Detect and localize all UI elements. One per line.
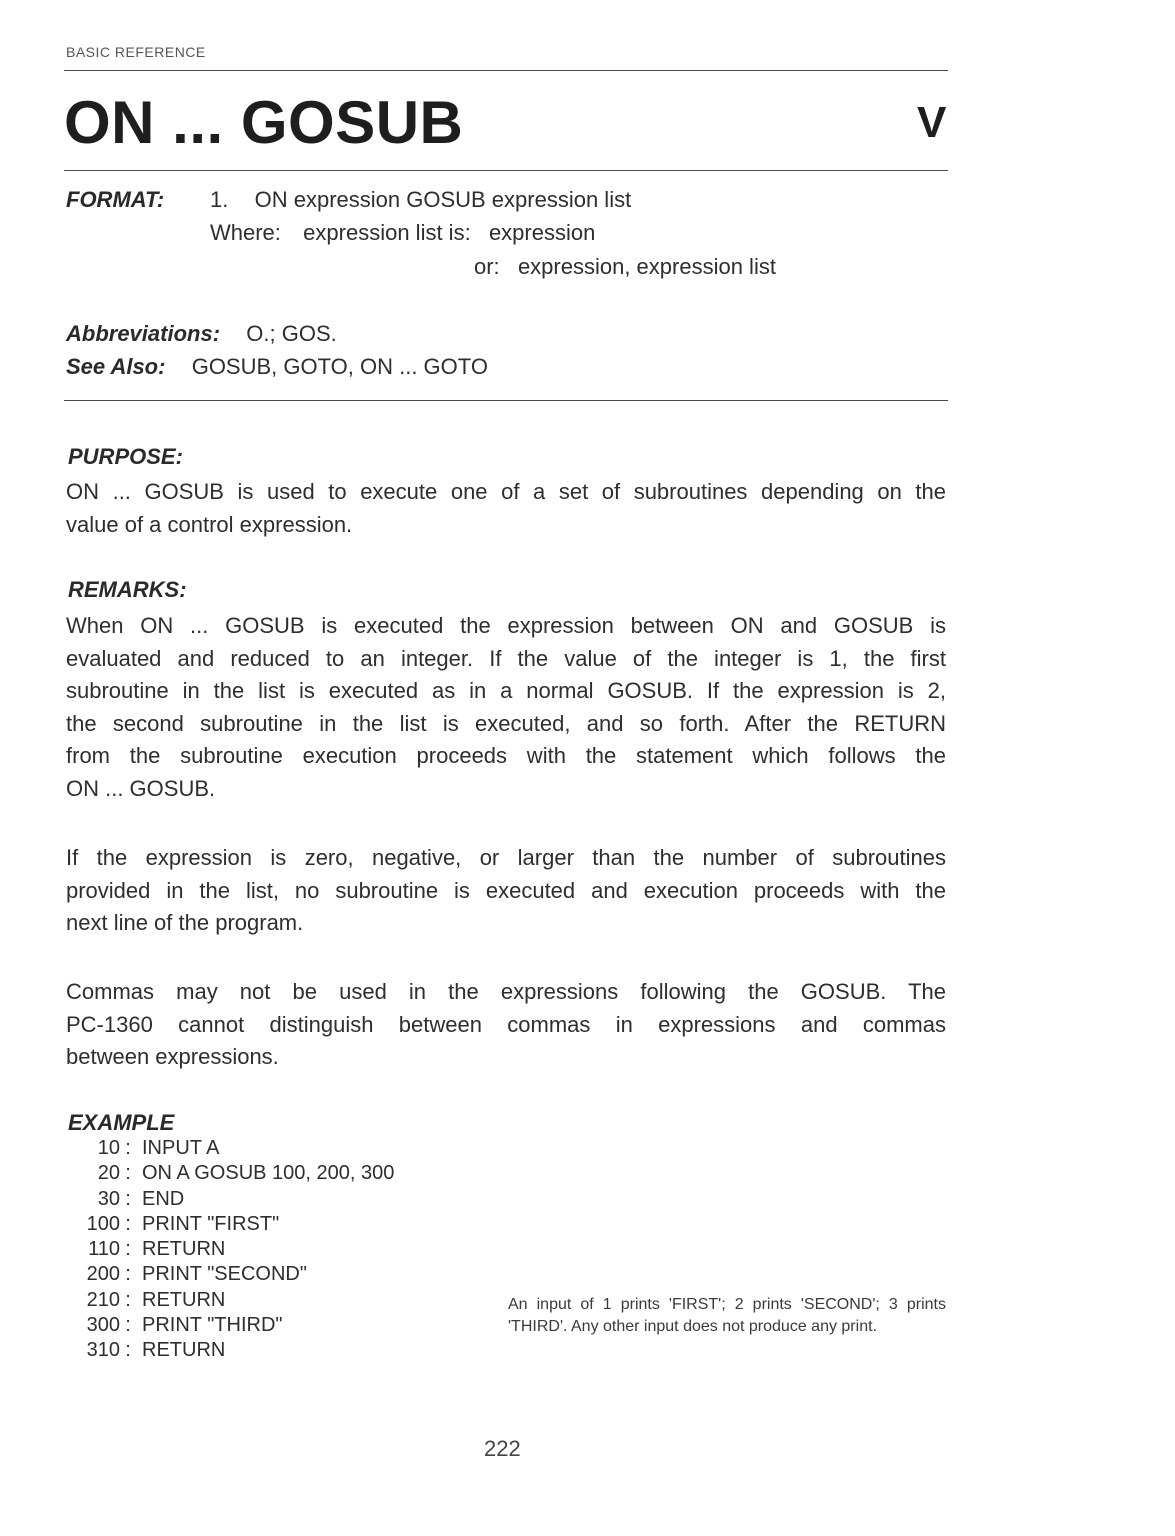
line-number: 200 [86,1263,120,1286]
format-rule [64,400,948,401]
statement: END [142,1187,185,1210]
purpose-heading: PURPOSE: [68,444,183,469]
remarks-heading: REMARKS: [68,577,187,602]
running-head: BASIC REFERENCE [66,44,206,60]
remarks-line: evaluated and reduced to an integer. If the value of the integer is 1, the first [66,645,946,671]
example-note: An input of 1 prints 'FIRST'; 2 prints 'SECOND'; 3 prints 'THIRD'. Any other input does not produce any print. [508,1296,946,1335]
line-number: 210 [86,1288,120,1311]
statement: PRINT "THIRD" [142,1314,283,1337]
remarks-paragraph-1 [66,610,946,805]
format-number: 1. [210,187,229,212]
statement: RETURN [142,1288,226,1311]
code-line: 110 : RETURN [66,1237,394,1262]
line-number: 20 [97,1162,120,1185]
remarks-paragraph-3 [66,976,946,1074]
code-line: 210 : RETURN [66,1288,394,1313]
statement: ON A GOSUB 100, 200, 300 [142,1162,395,1185]
abbreviations-line [66,318,337,351]
remarks-line: subroutine in the list is executed as in a normal GOSUB. If the expression is 2, [66,678,946,703]
page-number: 222 [484,1436,521,1461]
remarks-line: provided in the list, no subroutine is executed and execution proceeds with the [66,877,946,903]
line-number: 300 [86,1314,120,1337]
format-syntax: ON expression GOSUB expression list [254,187,632,212]
line-number: 310 [86,1339,120,1362]
code-line: 10 : INPUT A [66,1136,394,1161]
statement: INPUT A [142,1137,220,1159]
header-rule [64,70,948,71]
where-label: Where: [210,220,281,245]
or-value: expression, expression list [517,254,776,279]
format-or-line [474,251,776,284]
line-number: 30 [97,1187,120,1210]
page-title: ON ... GOSUB [64,89,464,156]
remarks-line: When ON ... GOSUB is executed the expression between ON and GOSUB is [66,613,946,638]
abbreviations-value: O.; GOS. [246,321,337,346]
purpose-paragraph [66,476,946,541]
statement: RETURN [142,1339,226,1362]
line-number: 10 [97,1137,120,1159]
or-label: or: [474,254,500,279]
purpose-line: ON ... GOSUB is used to execute one of a set of subroutines depending on the [66,479,946,504]
title-rule [64,170,948,171]
code-line: 20 : ON A GOSUB 100, 200, 300 [66,1161,394,1186]
remarks-line: between expressions. [66,1044,279,1069]
statement: PRINT "FIRST" [142,1212,280,1235]
statement: PRINT "SECOND" [142,1263,307,1286]
see-also-line [66,351,488,384]
code-line: 200 : PRINT "SECOND" [66,1262,394,1287]
abbreviations-label: Abbreviations: [66,321,221,346]
statement: RETURN [142,1238,226,1261]
purpose-line: value of a control expression. [66,511,353,537]
see-also-label: See Also: [66,354,166,379]
code-line: 30 : END [66,1187,394,1212]
where-value: expression [488,220,596,245]
format-label: FORMAT: [66,187,165,212]
remarks-paragraph-2 [66,842,946,940]
remarks-line: ON ... GOSUB. [66,775,216,801]
see-also-value: GOSUB, GOTO, ON ... GOTO [191,354,488,379]
line-number: 110 [88,1238,120,1261]
where-text: expression list is: [303,220,471,245]
remarks-line: If the expression is zero, negative, or larger than the number of subroutines [66,845,946,870]
remarks-line: the second subroutine in the list is executed, and so forth. After the RETURN [66,710,946,736]
format-syntax-line [210,184,631,217]
remarks-line: next line of the program. [66,910,304,935]
format-where-line [210,217,595,250]
mode-indicator: V [917,98,947,147]
remarks-line: Commas may not be used in the expressions following the GOSUB. The [66,979,946,1004]
code-line: 310 : RETURN [66,1338,394,1363]
example-code-listing [66,1136,394,1364]
code-line: 100 : PRINT "FIRST" [66,1212,394,1237]
line-number: 100 [86,1212,120,1235]
remarks-line: from the subroutine execution proceeds with the statement which follows the [66,743,946,768]
code-line: 300 : PRINT "THIRD" [66,1313,394,1338]
example-heading: EXAMPLE [68,1110,175,1135]
remarks-line: PC-1360 cannot distinguish between commas in expressions and commas [66,1011,946,1037]
